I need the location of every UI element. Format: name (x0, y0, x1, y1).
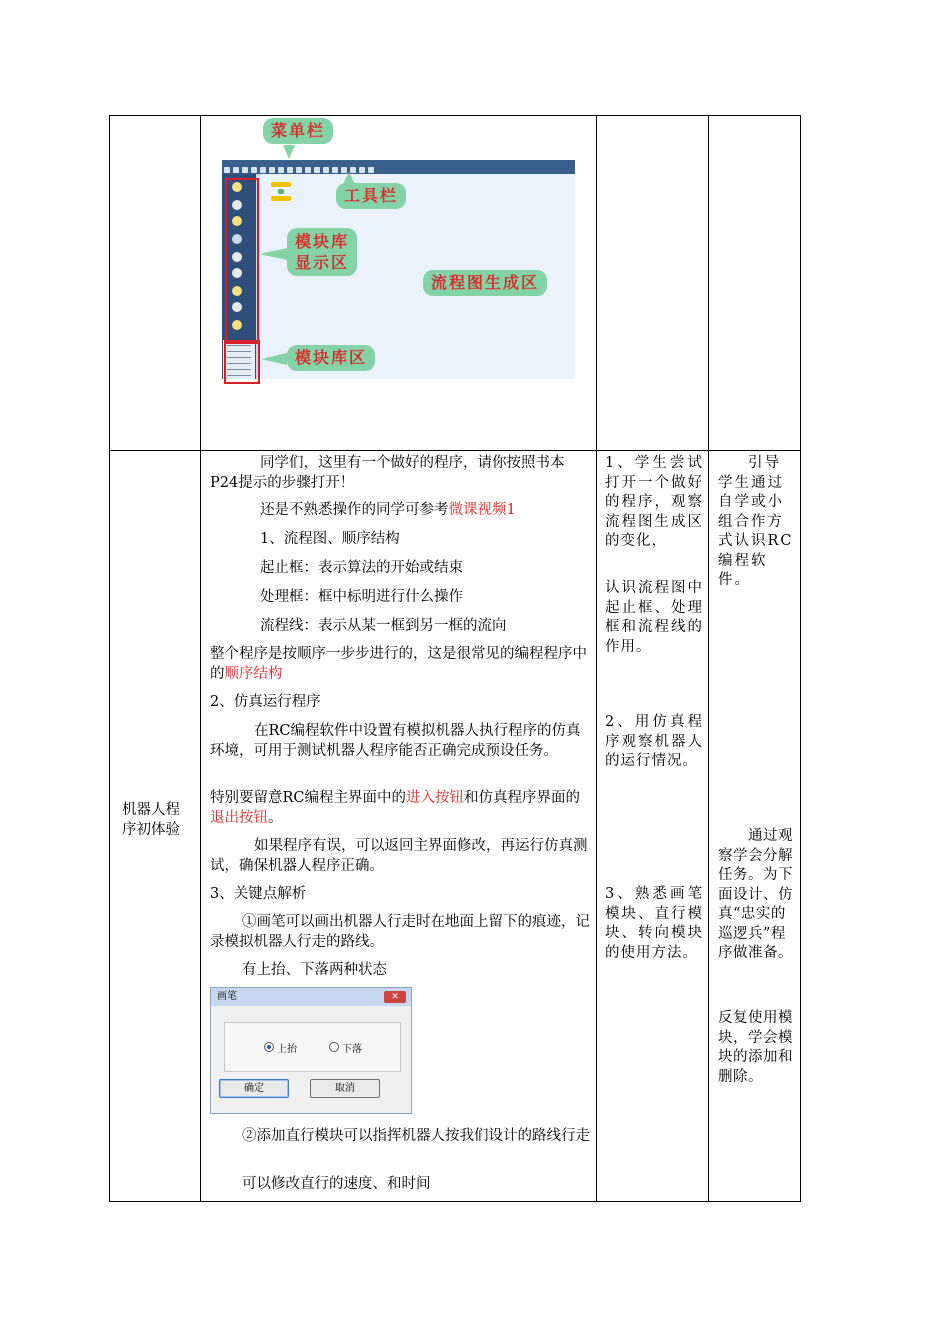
callout-library-area: 模块库区 (287, 345, 375, 371)
paragraph: 整个程序是按顺序一步步进行的，这是很常见的编程程序中的顺序结构 (210, 646, 587, 682)
teaching-content-cell (201, 451, 597, 1202)
radio-down-label: 下落 (342, 1044, 362, 1055)
student-activity-1: 1、学生尝试打开一个做好的程序，观察流程图生成区的变化， (605, 455, 703, 549)
student-activity-4: 3、熟悉画笔模块、直行模块、转向模块的使用方法。 (605, 886, 703, 961)
paragraph: 起止框：表示算法的开始或结束 (260, 560, 463, 576)
paragraph: 同学们，这里有一个做好的程序，请你按照书本P24提示的步骤打开！ (210, 455, 565, 491)
flowchart-blocks (271, 182, 291, 202)
callout-flowchart-area: 流程图生成区 (423, 270, 547, 296)
pen-dialog (210, 987, 412, 1114)
design-intent-2: 通过观察学会分解任务。为下面设计、仿真“忠实的巡逻兵”程序做准备。 (718, 828, 793, 961)
callout-toolbar: 工具栏 (336, 183, 406, 209)
library-area-highlight (224, 340, 260, 384)
close-icon[interactable]: ✕ (384, 991, 406, 1003)
design-intent-1: 引导学生通过自学或小组合作方式认识RC编程软件。 (718, 455, 794, 588)
radio-up-label: 上抬 (277, 1044, 297, 1055)
heading: 1、流程图、顺序结构 (260, 531, 400, 547)
table-row (110, 451, 801, 1202)
microlesson-link[interactable]: 微课视频1 (448, 502, 516, 518)
design-intent-3: 反复使用模块，学会模块的添加和删除。 (718, 1010, 793, 1085)
cancel-button[interactable]: 取消 (310, 1079, 380, 1098)
student-activity-2: 认识流程图中起止框、处理框和流程线的作用。 (605, 580, 703, 655)
ok-button[interactable]: 确定 (219, 1079, 289, 1098)
paragraph: 如果程序有误，可以返回主界面修改，再运行仿真测试，确保机器人程序正确。 (210, 838, 588, 874)
callout-menu-bar: 菜单栏 (263, 118, 333, 144)
paragraph: ②添加直行模块可以指挥机器人按我们设计的路线行走 (242, 1128, 590, 1144)
label-cell (110, 451, 201, 1202)
radio-down[interactable] (329, 1042, 339, 1052)
paragraph: 有上抬、下落两种状态 (242, 962, 387, 978)
label-cell (110, 116, 201, 451)
callout-library-display: 模块库 显示区 (287, 228, 357, 276)
paragraph: 处理框：框中标明进行什么操作 (260, 589, 463, 605)
library-display-highlight (225, 178, 259, 344)
design-intent-cell (709, 451, 801, 1202)
student-activity-cell (597, 451, 709, 1202)
paragraph: 流程线：表示从某一框到另一框的流向 (260, 618, 507, 634)
paragraph: 在RC编程软件中设置有模拟机器人执行程序的仿真环境，可用于测试机器人程序能否正确完成预设任务。 (210, 723, 581, 759)
student-activity-3: 2、用仿真程序观察机器人的运行情况。 (605, 714, 703, 769)
paragraph: 可以修改直行的速度、和时间 (242, 1176, 431, 1192)
software-menubar (222, 160, 575, 174)
radio-up[interactable] (264, 1042, 274, 1052)
heading: 3、关键点解析 (210, 886, 307, 902)
table-row (110, 116, 801, 451)
dialog-title: 画笔 (211, 988, 411, 1006)
section-label: 机器人程序初体验 (122, 802, 180, 838)
heading: 2、仿真运行程序 (210, 694, 321, 710)
screenshot-cell (201, 116, 597, 451)
paragraph: 还是不熟悉操作的同学可参考微课视频1 (260, 502, 516, 518)
design-intent-cell (709, 116, 801, 451)
student-activity-cell (597, 116, 709, 451)
paragraph: 特别要留意RC编程主界面中的进入按钮和仿真程序界面的退出按钮。 (210, 790, 581, 826)
pen-state-group (224, 1022, 401, 1072)
lesson-plan-table (109, 115, 801, 1202)
paragraph: ①画笔可以画出机器人行走时在地面上留下的痕迹，记录模拟机器人行走的路线。 (210, 914, 590, 950)
